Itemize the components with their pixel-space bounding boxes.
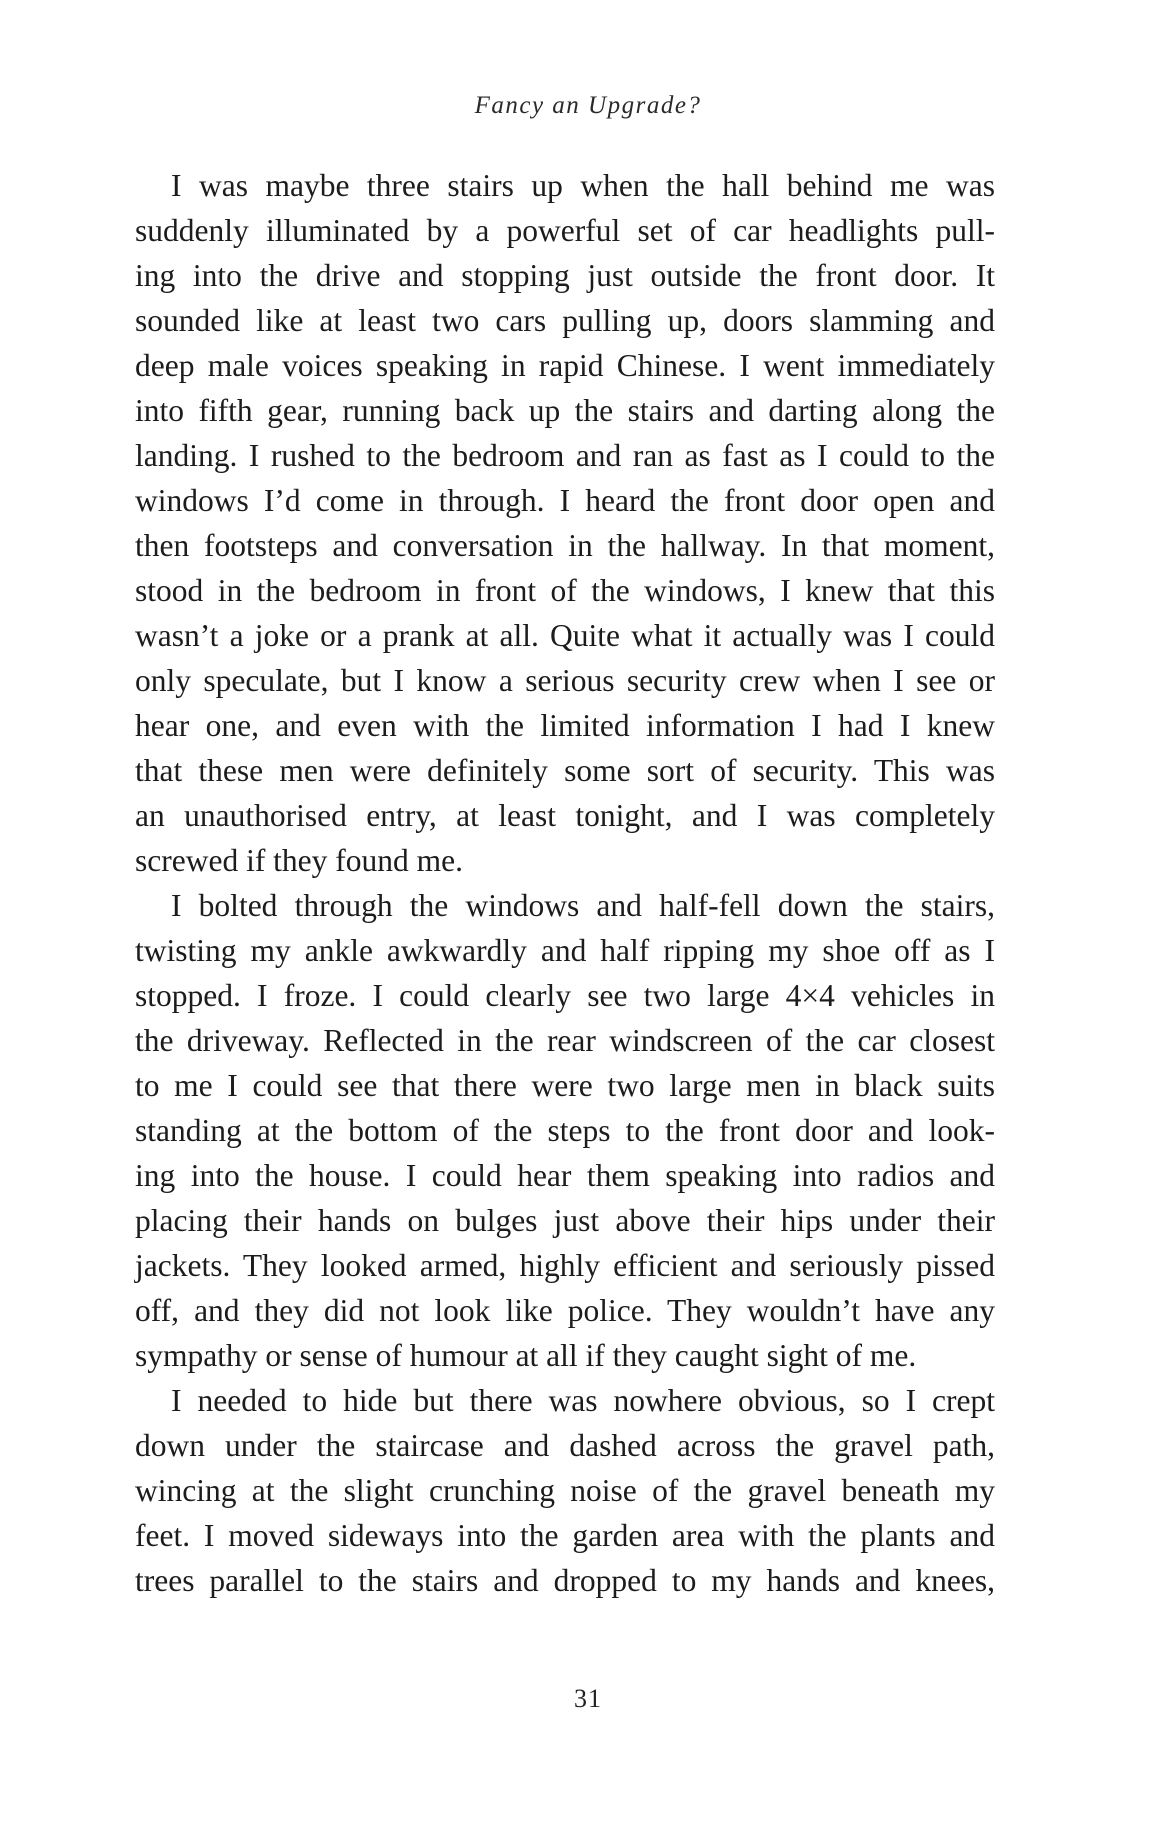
text-line: stopped. I froze. I could clearly see two large 4×4 vehicles in xyxy=(135,978,995,1013)
text-line: screwed if they found me. xyxy=(135,843,464,878)
text-line: feet. I moved sideways into the garden area with the plants and xyxy=(135,1518,995,1553)
text-line: sounded like at least two cars pulling up, doors slamming and xyxy=(135,303,995,338)
page-number: 31 xyxy=(574,1684,602,1713)
body-text xyxy=(135,163,995,1603)
text-line: the driveway. Reflected in the rear windscreen of the car closest xyxy=(135,1023,995,1058)
text-line: twisting my ankle awkwardly and half ripping my shoe off as I xyxy=(135,933,995,968)
text-line: standing at the bottom of the steps to the front door and look- xyxy=(135,1113,995,1148)
text-line: that these men were definitely some sort of security. This was xyxy=(135,753,995,788)
text-line: I bolted through the windows and half-fell down the stairs, xyxy=(171,888,995,923)
text-line: ing into the drive and stopping just outside the front door. It xyxy=(135,258,995,293)
text-line: deep male voices speaking in rapid Chinese. I went immediately xyxy=(135,348,995,383)
running-head: Fancy an Upgrade? xyxy=(474,92,702,119)
text-line: off, and they did not look like police. They wouldn’t have any xyxy=(135,1293,995,1328)
text-line: then footsteps and conversation in the hallway. In that moment, xyxy=(135,528,995,563)
text-line: wincing at the slight crunching noise of the gravel beneath my xyxy=(135,1473,995,1508)
text-line: windows I’d come in through. I heard the front door open and xyxy=(135,483,995,518)
text-line: ing into the house. I could hear them speaking into radios and xyxy=(135,1158,995,1193)
text-line: wasn’t a joke or a prank at all. Quite what it actually was I could xyxy=(135,618,995,653)
text-line: hear one, and even with the limited information I had I knew xyxy=(135,708,995,743)
text-line: sympathy or sense of humour at all if they caught sight of me. xyxy=(135,1338,917,1373)
text-line: to me I could see that there were two large men in black suits xyxy=(135,1068,995,1103)
text-line: into fifth gear, running back up the stairs and darting along the xyxy=(135,393,995,428)
text-line: placing their hands on bulges just above their hips under their xyxy=(135,1203,995,1238)
text-line: I was maybe three stairs up when the hall behind me was xyxy=(171,168,995,203)
text-line: stood in the bedroom in front of the windows, I knew that this xyxy=(135,573,995,608)
text-line: an unauthorised entry, at least tonight, and I was completely xyxy=(135,798,995,833)
text-line: suddenly illuminated by a powerful set of car headlights pull- xyxy=(135,213,995,248)
text-line: trees parallel to the stairs and dropped to my hands and knees, xyxy=(135,1563,995,1598)
text-line: jackets. They looked armed, highly efficient and seriously pissed xyxy=(135,1248,995,1283)
text-line: landing. I rushed to the bedroom and ran as fast as I could to the xyxy=(135,438,995,473)
text-line: I needed to hide but there was nowhere obvious, so I crept xyxy=(171,1383,995,1418)
text-line: down under the staircase and dashed across the gravel path, xyxy=(135,1428,995,1463)
text-line: only speculate, but I know a serious security crew when I see or xyxy=(135,663,995,698)
